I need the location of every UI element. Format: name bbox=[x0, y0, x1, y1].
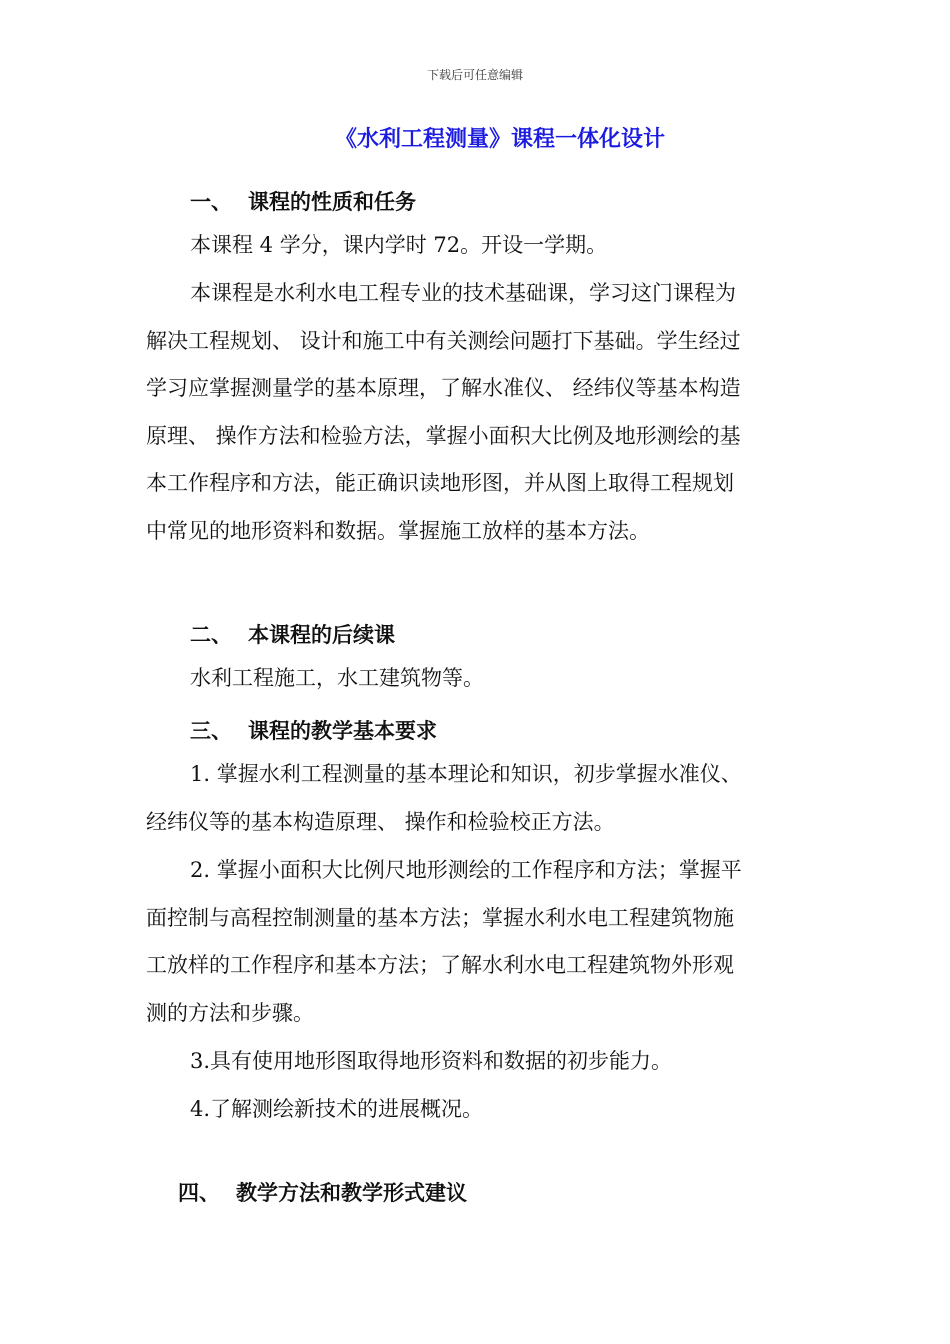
text-line: 1. 掌握水利工程测量的基本理论和知识，初步掌握水准仪、 bbox=[190, 762, 742, 786]
text-line: 4.了解测绘新技术的进展概况。 bbox=[190, 1097, 484, 1121]
text-line: 解决工程规划、 设计和施工中有关测绘问题打下基础。学生经过 bbox=[146, 328, 741, 353]
section-title: 本课程的后续课 bbox=[248, 623, 395, 647]
section-heading-4 bbox=[178, 1177, 467, 1207]
header-note: 下载后可任意编辑 bbox=[426, 68, 523, 82]
text-line: 工放样的工作程序和基本方法；了解水利水电工程建筑物外形观 bbox=[146, 953, 734, 978]
s3-requirement-1 bbox=[146, 751, 816, 846]
section-title: 教学方法和教学形式建议 bbox=[236, 1181, 467, 1205]
text-line: 水利工程施工，水工建筑物等。 bbox=[190, 666, 484, 690]
section-heading-3 bbox=[190, 715, 437, 745]
document-title: 《水利工程测量》课程一体化设计 bbox=[334, 127, 665, 152]
text-line: 经纬仪等的基本构造原理、 操作和检验校正方法。 bbox=[146, 809, 615, 834]
s3-requirement-2 bbox=[146, 847, 816, 1037]
section-number: 二、 bbox=[190, 623, 232, 647]
section-heading-1 bbox=[190, 186, 416, 216]
text-line: 学习应掌握测量学的基本原理，了解水准仪、 经纬仪等基本构造 bbox=[146, 376, 741, 401]
text-line: 本课程 4 学分，课内学时 72。开设一学期。 bbox=[190, 233, 608, 257]
s1-credits-paragraph bbox=[146, 222, 816, 270]
s3-requirement-4 bbox=[146, 1086, 816, 1134]
s1-description-paragraph bbox=[146, 270, 816, 556]
section-title: 课程的性质和任务 bbox=[248, 190, 416, 214]
text-line: 中常见的地形资料和数据。掌握施工放样的基本方法。 bbox=[146, 518, 650, 543]
s2-paragraph bbox=[146, 655, 816, 703]
section-number: 一、 bbox=[190, 190, 232, 214]
section-title: 课程的教学基本要求 bbox=[248, 719, 437, 743]
text-line: 测的方法和步骤。 bbox=[146, 1000, 314, 1025]
section-heading-2 bbox=[190, 619, 395, 649]
s3-requirement-3 bbox=[146, 1038, 816, 1086]
text-line: 3.具有使用地形图取得地形资料和数据的初步能力。 bbox=[190, 1049, 673, 1073]
section-number: 三、 bbox=[190, 719, 232, 743]
text-line: 面控制与高程控制测量的基本方法；掌握水利水电工程建筑物施 bbox=[146, 905, 734, 930]
text-line: 2. 掌握小面积大比例尺地形测绘的工作程序和方法；掌握平 bbox=[190, 858, 742, 882]
text-line: 本工作程序和方法，能正确识读地形图，并从图上取得工程规划 bbox=[146, 471, 734, 496]
text-line: 本课程是水利水电工程专业的技术基础课，学习这门课程为 bbox=[190, 281, 736, 305]
text-line: 原理、 操作方法和检验方法，掌握小面积大比例及地形测绘的基 bbox=[146, 423, 741, 448]
section-number: 四、 bbox=[178, 1181, 220, 1205]
